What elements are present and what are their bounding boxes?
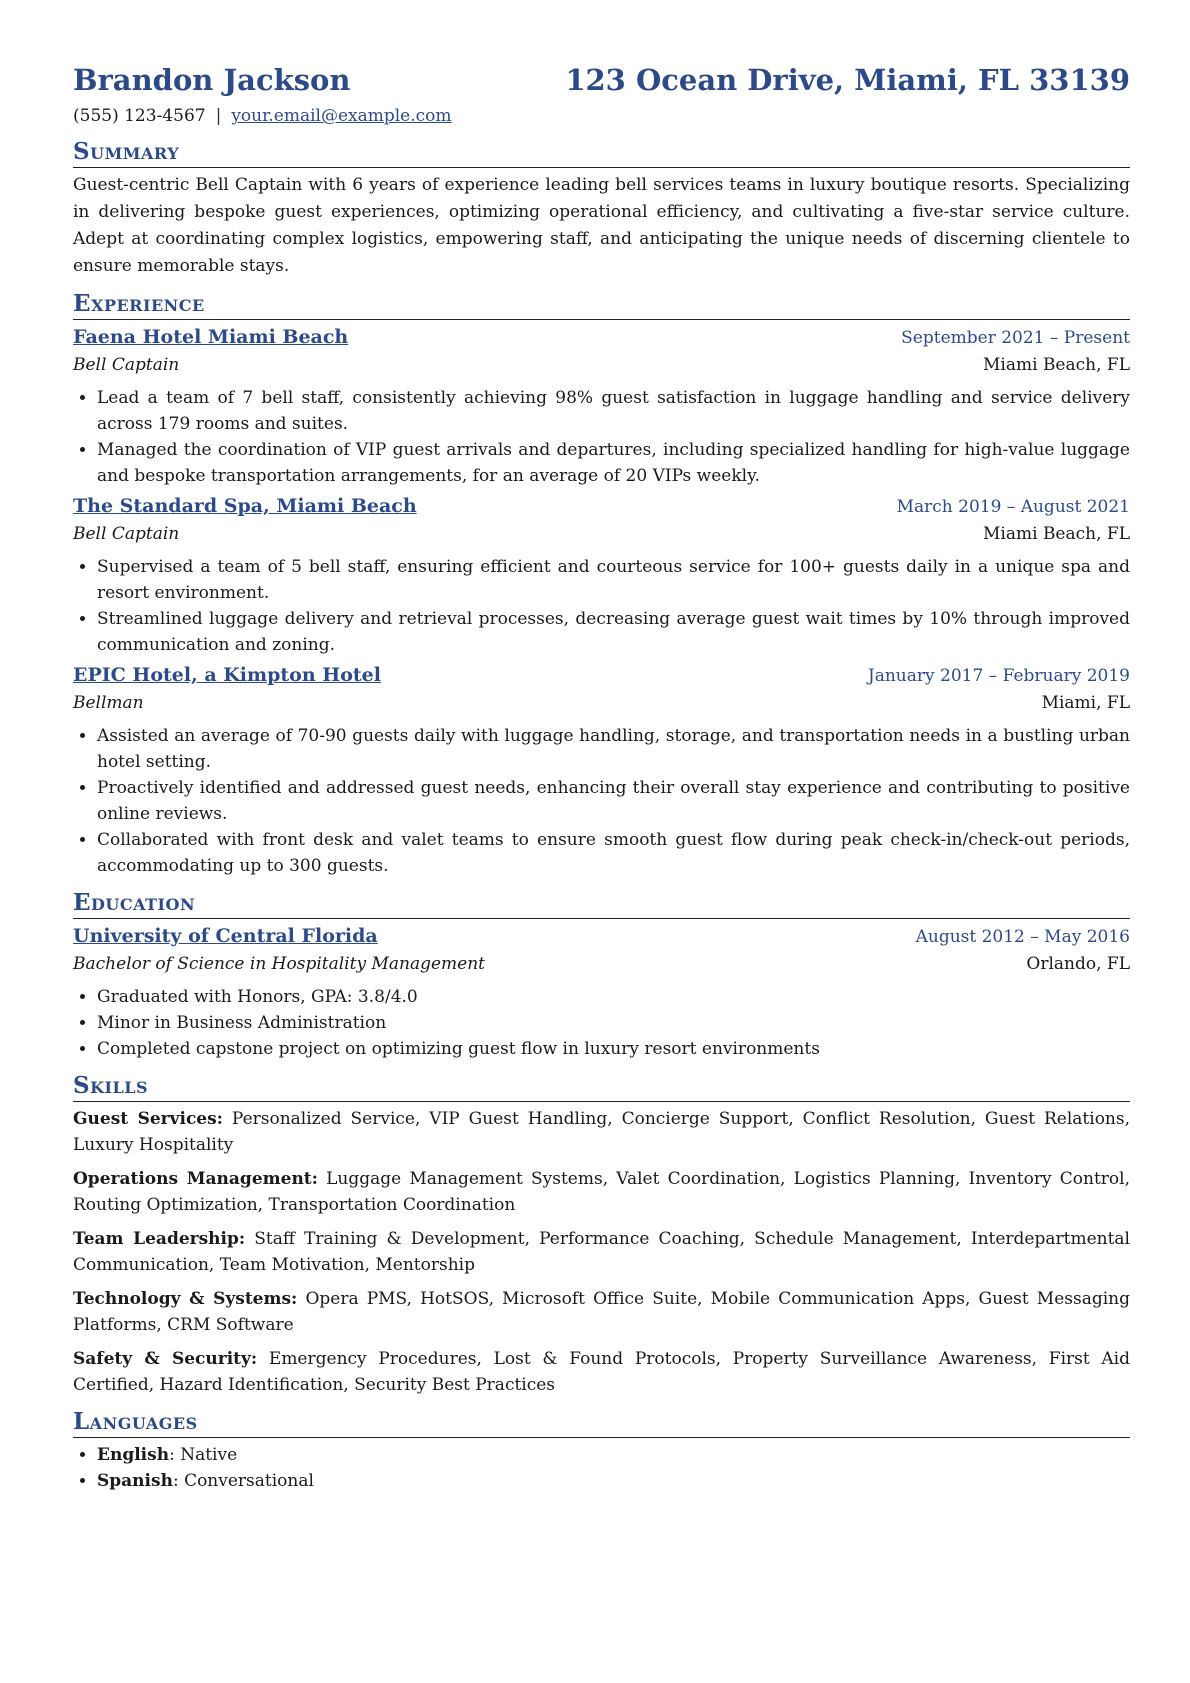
employer-link[interactable]: EPIC Hotel, a Kimpton Hotel (73, 664, 381, 686)
experience-entry (73, 324, 1130, 489)
employment-dates: March 2019 – August 2021 (896, 497, 1130, 517)
language-item (97, 1468, 1130, 1494)
job-location: Miami, FL (1041, 693, 1130, 713)
language-level: : Conversational (172, 1471, 314, 1491)
school-location: Orlando, FL (1026, 954, 1130, 974)
skill-items: Emergency Procedures, Lost & Found Protocols, Property Surveillance Awareness, First Aid Certified, Hazard Identification, Security Best Practices (73, 1349, 1130, 1395)
bullet-item: • Collaborated with front desk and valet teams to ensure smooth guest flow during peak check-in/check-out periods, accommodating up to 300 guests. (97, 827, 1130, 879)
employer-link[interactable]: The Standard Spa, Miami Beach (73, 495, 417, 517)
bullet-list (73, 984, 1130, 1062)
bullet-item: • Completed capstone project on optimizing guest flow in luxury resort environments (97, 1036, 1130, 1062)
language-level: : Native (169, 1445, 238, 1465)
email-link[interactable]: your.email@example.com (231, 106, 452, 126)
skill-group (73, 1166, 1130, 1218)
job-location: Miami Beach, FL (983, 355, 1130, 375)
skill-category: Team Leadership: (73, 1229, 246, 1249)
bullet-item: • Graduated with Honors, GPA: 3.8/4.0 (97, 984, 1130, 1010)
skill-items: Opera PMS, HotSOS, Microsoft Office Suite, Mobile Communication Apps, Guest Messaging Platforms, CRM Software (73, 1289, 1131, 1335)
contact-separator: | (215, 106, 222, 126)
skill-category: Operations Management: (73, 1169, 318, 1189)
language-list (73, 1442, 1130, 1494)
language-item (97, 1442, 1130, 1468)
section-title-skills: Skills (73, 1072, 1130, 1102)
section-title-education: Education (73, 889, 1130, 919)
skill-items: Luggage Management Systems, Valet Coordination, Logistics Planning, Inventory Control, Routing Optimization, Transportation Coordination (73, 1169, 1131, 1215)
employer-link[interactable]: Faena Hotel Miami Beach (73, 326, 349, 348)
bullet-list (73, 723, 1130, 879)
skill-items: Personalized Service, VIP Guest Handling, Concierge Support, Conflict Resolution, Guest Relations, Luxury Hospitality (73, 1109, 1131, 1155)
education-dates: August 2012 – May 2016 (915, 927, 1130, 947)
job-title: Bell Captain (73, 355, 180, 375)
skill-category: Safety & Security: (73, 1349, 258, 1369)
bullet-item: • Lead a team of 7 bell staff, consistently achieving 98% guest satisfaction in luggage handling and service delivery across 179 rooms and suites. (97, 385, 1130, 437)
section-title-summary: Summary (73, 138, 1130, 168)
experience-entry (73, 662, 1130, 879)
experience-entry (73, 493, 1130, 658)
skill-group (73, 1346, 1130, 1398)
skill-category: Technology & Systems: (73, 1289, 298, 1309)
bullet-list (73, 554, 1130, 658)
bullet-item: • Streamlined luggage delivery and retrieval processes, decreasing average guest wait times by 10% through improved communication and zoning. (97, 606, 1130, 658)
bullet-item: • Minor in Business Administration (97, 1010, 1130, 1036)
job-location: Miami Beach, FL (983, 524, 1130, 544)
section-title-languages: Languages (73, 1408, 1130, 1438)
school-link[interactable]: University of Central Florida (73, 925, 378, 947)
employment-dates: September 2021 – Present (901, 328, 1130, 348)
bullet-item: • Proactively identified and addressed guest needs, enhancing their overall stay experience and contributing to positive online reviews. (97, 775, 1130, 827)
degree: Bachelor of Science in Hospitality Management (73, 954, 485, 974)
candidate-name: Brandon Jackson (73, 63, 351, 97)
bullet-item: • Supervised a team of 5 bell staff, ensuring efficient and courteous service for 100+ guests daily in a unique spa and resort environment. (97, 554, 1130, 606)
address: 123 Ocean Drive, Miami, FL 33139 (565, 63, 1130, 97)
header (73, 62, 1130, 98)
job-title: Bell Captain (73, 524, 180, 544)
summary-text: Guest-centric Bell Captain with 6 years of experience leading bell services teams in luxury boutique resorts. Specializing in delivering bespoke guest experiences, optimizing operational efficiency, and cultivating a five-star service culture. Adept at coordinating complex logistics, empowering staff, and anticipating the unique needs of discerning clientele to ensure memorable stays. (73, 175, 1130, 276)
bullet-item: • Assisted an average of 70-90 guests daily with luggage handling, storage, and transportation needs in a bustling urban hotel setting. (97, 723, 1130, 775)
job-title: Bellman (73, 693, 144, 713)
skill-category: Guest Services: (73, 1109, 223, 1129)
bullet-item: • Managed the coordination of VIP guest arrivals and departures, including specialized handling for high-value luggage and bespoke transportation arrangements, for an average of 20 VIPs weekly. (97, 437, 1130, 489)
section-title-experience: Experience (73, 290, 1130, 320)
skill-group (73, 1226, 1130, 1278)
employment-dates: January 2017 – February 2019 (867, 666, 1130, 686)
skill-items: Staff Training & Development, Performance Coaching, Schedule Management, Interdepartmental Communication, Team Motivation, Mentorship (73, 1229, 1130, 1275)
language-name: Spanish (97, 1471, 173, 1491)
skill-group (73, 1286, 1130, 1338)
bullet-list (73, 385, 1130, 489)
education-entry (73, 923, 1130, 1062)
skill-group (73, 1106, 1130, 1158)
phone: (555) 123-4567 (73, 106, 206, 126)
contact-line (73, 104, 1130, 128)
language-name: English (97, 1445, 170, 1465)
